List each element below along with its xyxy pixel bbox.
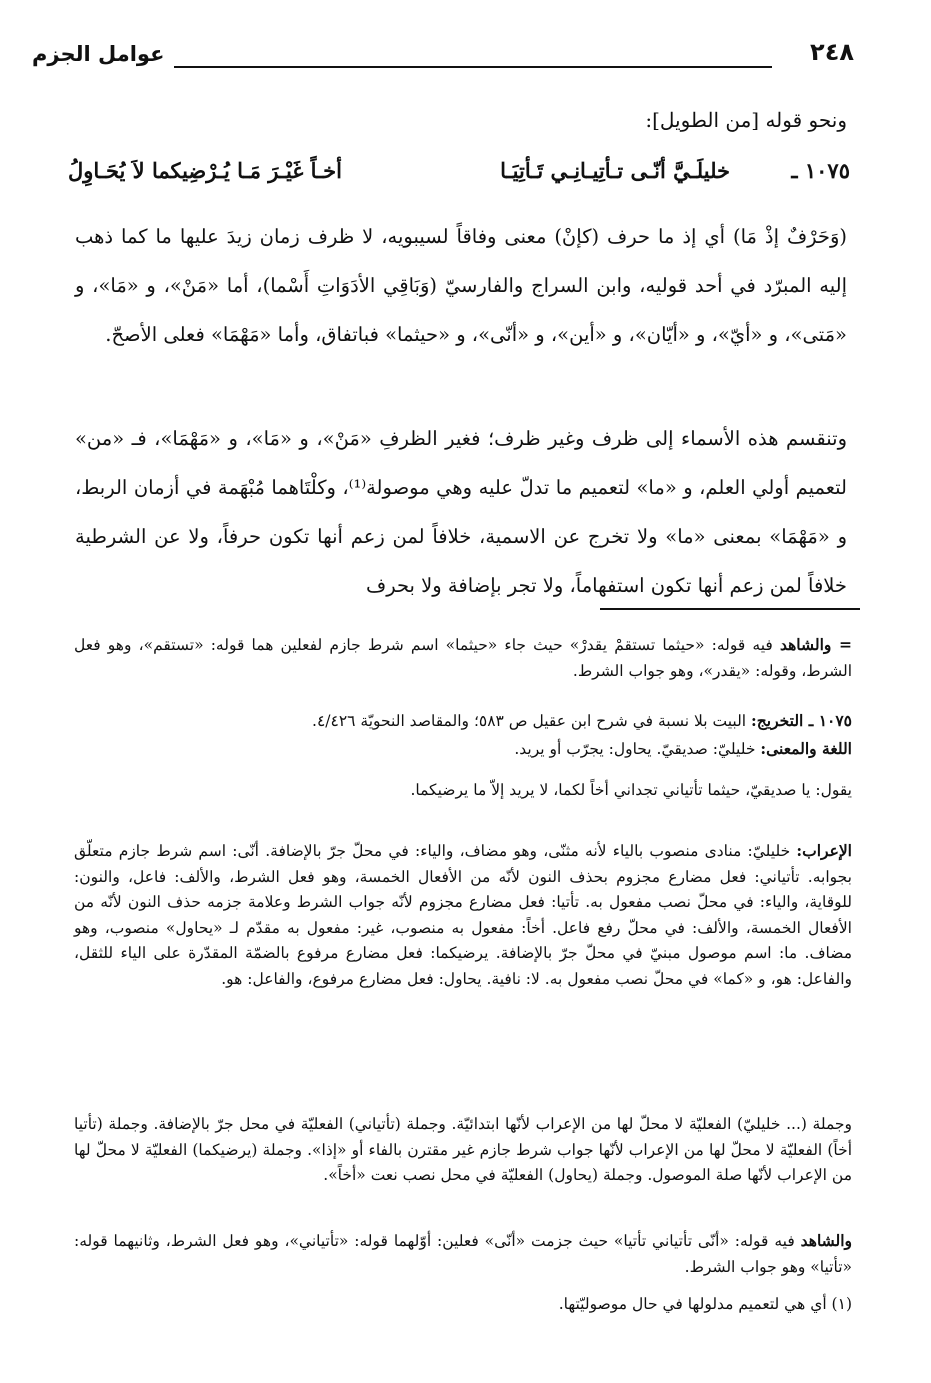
note-text: خليليّ: صديقيّ. يحاول: يجرّب أو يريد. [514,740,756,758]
body-paragraph: وتنقسم هذه الأسماء إلى ظرف وغير ظرف؛ فغير الظرفِ «مَنْ»، و «مَا»، و «مَهْمَا»، فـ «من» لتعميم أولي العلم، و «ما» لتعميم ما تدلّ عليه وهي موصولة⁽¹⁾، وكلْتَاهما مُبْهَمة في أزمان الربط، و «مَهْمَا» بمعنى «ما» ولا تخرج عن الاسمية، خلافاً لمن زعم أنها تكون حرفاً، ولا عن الشرطية خلافاً لمن زعم أنها تكون استفهاماً، ولا تجر بإضافة ولا بحرف [75,427,847,597]
verse-number: ١٠٧٥ ـ [791,158,850,183]
note-text: البيت بلا نسبة في شرح ابن عقيل ص ٥٨٣؛ والمقاصد النحويّة ٤/٤٢٦. [312,712,747,730]
note-text: فيه قوله: «أنّى تأتياني تأتيا» حيث جزمت «أنّى» فعلين: أوّلهما قوله: «تأتياني»، وهو فعل الشرط، وثانيهما قوله: «تأتيا» وهو جواب الشرط. [74,1232,852,1276]
poetry-verse [68,150,850,198]
page-header [32,38,854,82]
note-label: والشاهد [800,1231,853,1250]
note-label: الإعراب: [796,841,852,860]
note-text: فيه قوله: «حيثما تستقمْ يقدرْ» حيث جاء «حيثما» اسم شرط جازم لفعلين هما قوله: «تستقم»، وهو فعل الشرط، وقوله: «يقدر»، وهو جواب الشرط. [74,636,852,680]
verse-first-hemistich: خليلَـيَّ أنّـى تـأتِيـانِـي تَـأتِيَـا [500,158,730,183]
note-takhrij [74,708,852,735]
note-meaning: يقول: يا صديقيّ، حيثما تأتياني تجداني أخاً لكما، لا يريد إلاّ ما يرضيكما. [410,781,852,799]
note-sentences: وجملة (... خليليّ) الفعليّة لا محلّ لها من الإعراب لأنّها ابتدائيّة. وجملة (تأتياني) الفعليّة في محل جرّ بالإضافة. وجملة (تأتيا أخاً) الفعليّة لا محلّ لها من الإعراب لأنّها جواب شرط جازم غير مقترن بالفاء أو «إذا». وجملة (يرضيكما) الفعليّة لا محلّ لها من الإعراب لأنّها صلة الموصول. وجملة (يحاول) الفعليّة في محل نصب نعت «أخاً». [74,1115,852,1184]
note-label: ١٠٧٥ ـ التخريج: [751,711,852,730]
verse-intro: ونحو قوله [من الطويل]: [645,108,847,132]
body-paragraph: (وَحَرْفٌ إذْ مَا) أي إذ ما حرف (كإنْ) معنى وفاقاً لسيبويه، لا ظرف زمان زيدَ عليها ما كما ذهب إليه المبرّد في أحد قوليه، وابن السراج والفارسيّ (وَبَاقِي الأدَوَاتِ أَسْما)، أما «مَنْ»، و «مَا»، و «مَتى»، و «أيّ»، و «أيّان»، و «أين»، و «أنّى»، و «حيثما» فباتفاق، وأما «مَهْمَا» فعلى الأصحّ. [75,225,847,346]
note-shahid [74,1228,852,1280]
verse-second-hemistich: أخـاً غَيْـرَ مَـا يُـرْضِيكما لاَ يُحَـاوِلُ [68,158,342,183]
running-title: عوامل الجزم [32,42,165,66]
note-label: اللغة والمعنى: [760,739,852,758]
note-lugha [74,736,852,763]
note-irab [74,838,852,992]
note-text: خليليّ: منادى منصوب بالياء لأنه مثنّى، وهو مضاف، والياء: في محلّ جرّ بالإضافة. أنّى: اسم شرط جازم متعلّق بجوابه. تأتياني: فعل مضارع مجزوم بحذف النون لأنّه من الأفعال الخمسة، وهو فعل الشرط، والألف: فاعل، والنون: للوقاية، والياء: في محلّ نصب مفعول به. تأتيا: فعل مضارع مجزوم لأنّه جواب الشرط وعلامة جزمه حذف النون لأنّه من الأفعال الخمسة، والألف: في محلّ رفع فاعل. أخاً: مفعول به منصوب، غير: مفعول به مقدّم لـ «يحاول» منصوب، وهو مضاف. ما: اسم موصول مبنيّ في محلّ جرّ بالإضافة. يرضيكما: فعل مضارع مرفوع بالضمّة المقدّرة على الياء للثقل، والفاعل: هو، و «كما» في محلّ نصب مفعول به. لا: نافية. يحاول: فعل مضارع مرفوع، والفاعل: هو. [74,842,852,988]
header-rule [174,66,772,68]
page-number: ٢٤٨ [810,38,854,66]
note-shahid [74,632,852,684]
footnote-separator [600,608,860,610]
note-label: = والشاهد [780,635,852,654]
footnote: (١) أي هي لتعميم مدلولها في حال موصوليّتها. [558,1295,852,1313]
